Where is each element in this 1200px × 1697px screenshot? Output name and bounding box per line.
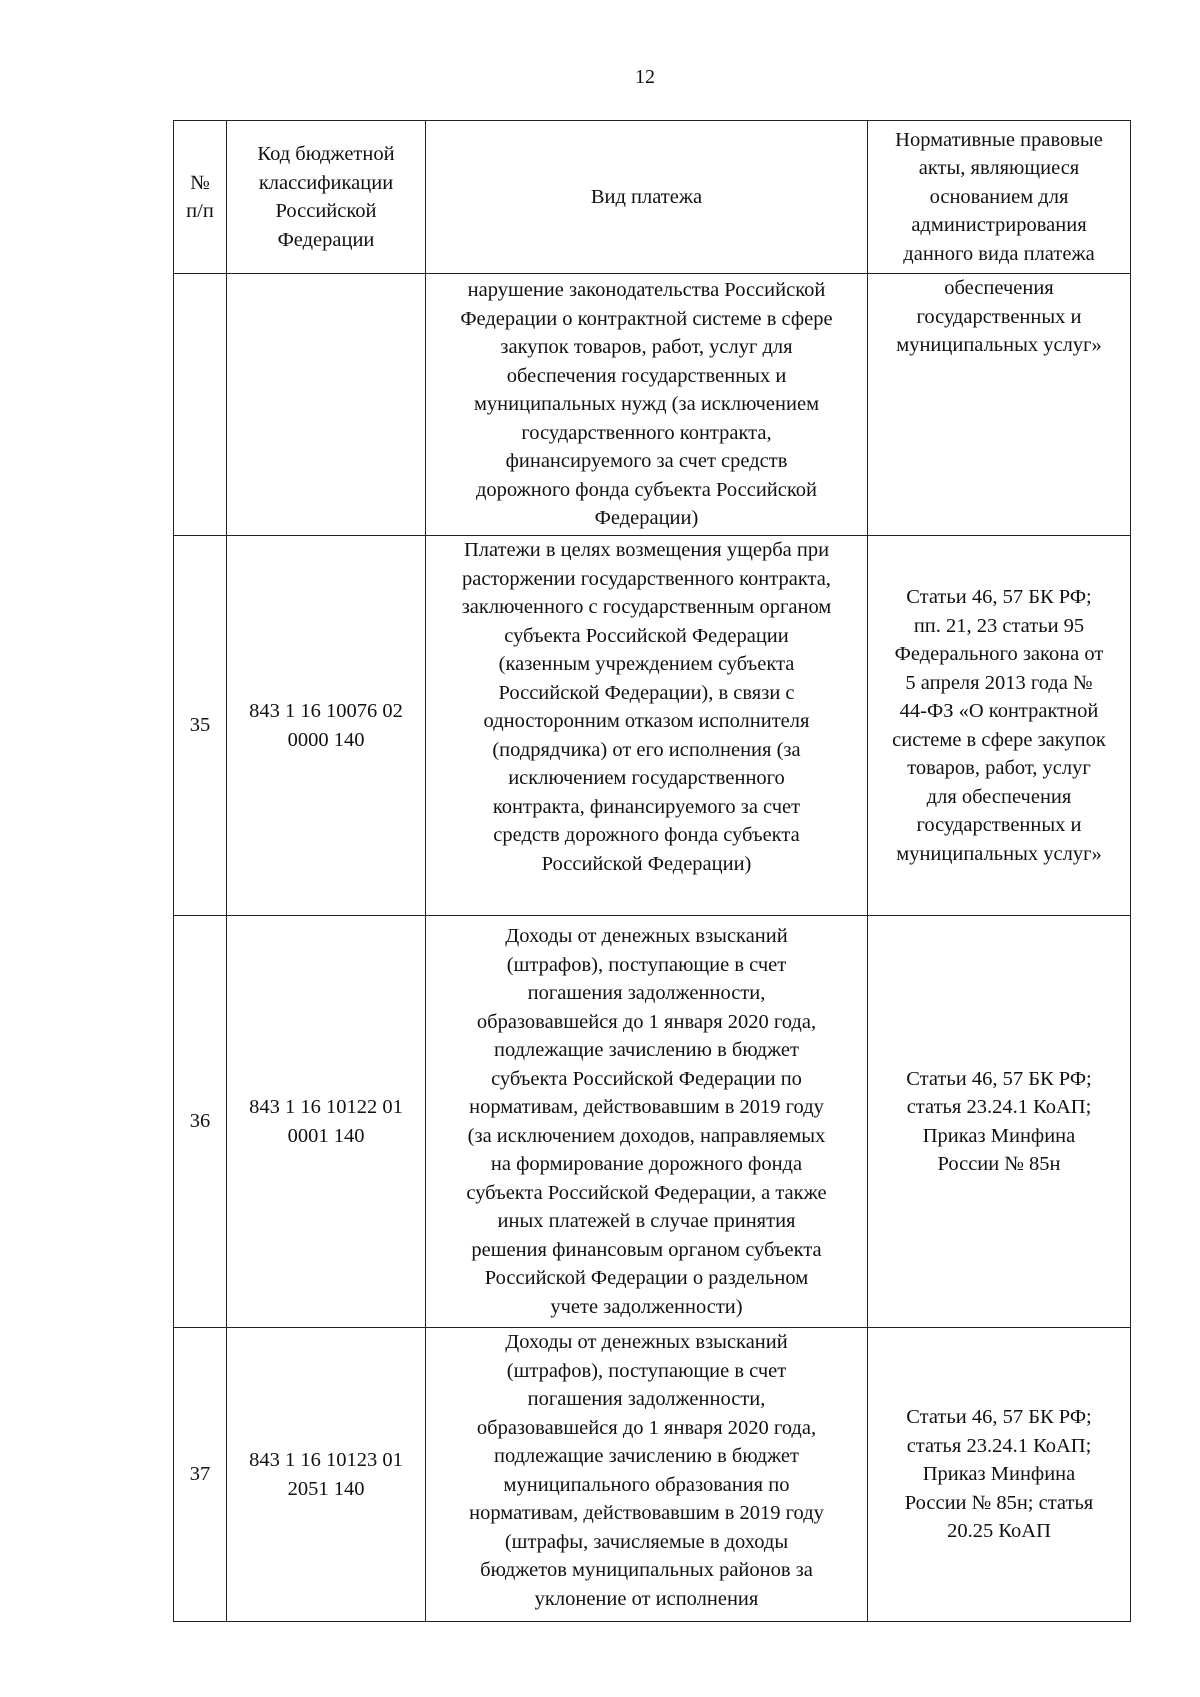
row-number: 36 <box>174 916 227 1328</box>
row-number <box>174 274 227 536</box>
row-payment-type: нарушение законодательства Российской Федерации о контрактной системе в сфере закупок товаров, работ, услуг для обеспечения государственных и муниципальных нужд (за исключением государственного контракта, финансируемого за счет средств дорожного фонда субъекта Российской Федерации) <box>426 274 868 536</box>
table-row <box>174 274 1131 536</box>
row-payment-type: Платежи в целях возмещения ущерба при расторжении государственного контракта, заключенного с государственным органом субъекта Российской Федерации (казенным учреждением субъекта Российской Федерации), в связи с односторонним отказом исполнителя (подрядчика) от его исполнения (за исключением государственного контракта, финансируемого за счет средств дорожного фонда субъекта Российской Федерации) <box>426 536 868 916</box>
table-row <box>174 536 1131 916</box>
row-code <box>227 274 426 536</box>
table-row <box>174 916 1131 1328</box>
row-code: 843 1 16 10122 01 0001 140 <box>227 916 426 1328</box>
row-legal-acts: Статьи 46, 57 БК РФ; пп. 21, 23 статьи 95 Федерального закона от 5 апреля 2013 года № 44-ФЗ «О контрактной системе в сфере закупок товаров, работ, услуг для обеспечения государственных и муниципальных услуг» <box>868 536 1131 916</box>
header-payment-type: Вид платежа <box>426 121 868 274</box>
page-number: 12 <box>635 66 655 88</box>
header-number: № п/п <box>174 121 227 274</box>
row-legal-acts: обеспечения государственных и муниципальных услуг» <box>868 274 1131 536</box>
header-code: Код бюджетной классификации Российской Федерации <box>227 121 426 274</box>
row-payment-type: Доходы от денежных взысканий (штрафов), поступающие в счет погашения задолженности, образовавшейся до 1 января 2020 года, подлежащие зачислению в бюджет муниципального образования по нормативам, действовавшим в 2019 году (штрафы, зачисляемые в доходы бюджетов муниципальных районов за уклонение от исполнения <box>426 1328 868 1622</box>
budget-classification-table <box>173 120 1131 1622</box>
row-legal-acts: Статьи 46, 57 БК РФ; статья 23.24.1 КоАП; Приказ Минфина России № 85н; статья 20.25 КоАП <box>868 1328 1131 1622</box>
row-code: 843 1 16 10076 02 0000 140 <box>227 536 426 916</box>
row-number: 35 <box>174 536 227 916</box>
row-payment-type: Доходы от денежных взысканий (штрафов), поступающие в счет погашения задолженности, образовавшейся до 1 января 2020 года, подлежащие зачислению в бюджет субъекта Российской Федерации по нормативам, действовавшим в 2019 году (за исключением доходов, направляемых на формирование дорожного фонда субъекта Российской Федерации, а также иных платежей в случае принятия решения финансовым органом субъекта Российской Федерации о раздельном учете задолженности) <box>426 916 868 1328</box>
table-header-row <box>174 121 1131 274</box>
row-code: 843 1 16 10123 01 2051 140 <box>227 1328 426 1622</box>
header-legal-acts: Нормативные правовые акты, являющиеся основанием для администрирования данного вида платежа <box>868 121 1131 274</box>
row-legal-acts: Статьи 46, 57 БК РФ; статья 23.24.1 КоАП; Приказ Минфина России № 85н <box>868 916 1131 1328</box>
table-row <box>174 1328 1131 1622</box>
row-number: 37 <box>174 1328 227 1622</box>
